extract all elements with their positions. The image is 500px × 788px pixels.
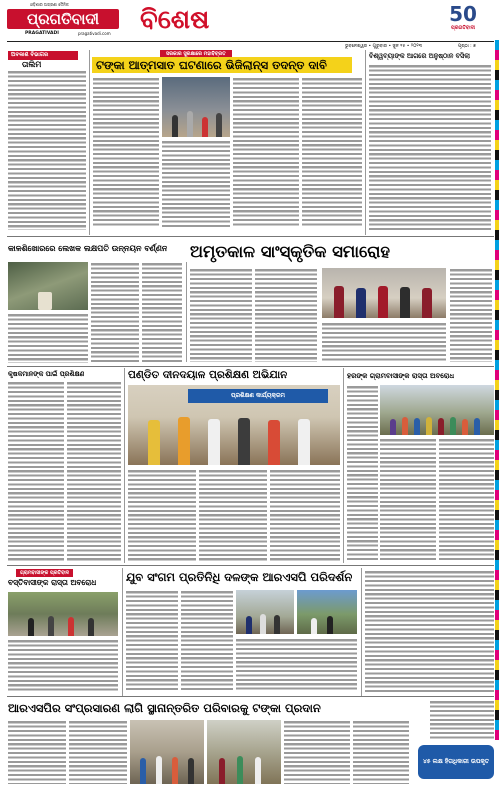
col-rule-6	[122, 568, 123, 696]
bottom-right-body	[430, 700, 494, 740]
kala-body-1	[8, 313, 88, 363]
masthead-logo[interactable]	[7, 9, 119, 29]
amrit-headline: ଅମୃତକାଳ ସାଂସ୍କୃତିକ ସମାରୋହ	[190, 242, 391, 261]
top-center-photo	[162, 77, 230, 137]
kala-body-2	[91, 262, 139, 362]
top-center-body-4	[302, 77, 362, 227]
amrit-body-4	[450, 268, 492, 362]
right-column-body	[365, 570, 494, 692]
top-left-headline: ତାଲିମ	[22, 60, 42, 69]
amrit-body-2	[255, 268, 317, 362]
kala-headline: କାଳଶିଖୋରରେ ଲେଖକ ଲକ୍ଷପତି ଉନ୍ନୟନ ବର୍ଣ୍ଣନ	[8, 244, 168, 253]
rsp-photo-1	[130, 720, 204, 784]
rsp-body-1	[8, 720, 66, 784]
top-left-kicker: ଅବକାଶ ବିଭାଗର	[8, 51, 78, 60]
bahuda-headline: ହରଙ୍କ ଗ୍ରାମବାସୀଙ୍କ ରାସ୍ତା ଅବରୋଧ	[347, 372, 455, 380]
rsp-photo-2	[207, 720, 281, 784]
top-center-body-1	[93, 77, 159, 227]
pandit-body-2	[199, 469, 267, 561]
bahuda-photo	[380, 385, 494, 435]
krushi-body-2	[67, 381, 121, 561]
top-left-body	[8, 70, 86, 230]
col-rule-3	[186, 262, 187, 362]
rule-row-5	[7, 696, 494, 697]
top-right-body	[369, 64, 491, 230]
rsp-headline: ଆରଏସପିର ସଂପ୍ରସାରଣ ଲାଗି ସ୍ଥାନାନ୍ତରିତ ପରିବାରକୁ ଟଙ୍କା ପ୍ରଦାନ	[8, 701, 321, 715]
registration-strip	[495, 40, 499, 740]
top-center-headline: ଟଙ୍କା ଆତ୍ମସାତ ଘଟଣାରେ ଭିଜିଲାନ୍ସ ତଦନ୍ତ ଦାବି	[92, 57, 352, 73]
kala-body-3	[142, 262, 182, 362]
yuva-body-3	[236, 638, 357, 690]
masthead-logo-text: ପ୍ରଗତିବାଦୀ	[26, 10, 100, 28]
amrit-body-1	[190, 268, 252, 362]
yuva-headline: ଯୁବ ସଂଗମ ପ୍ରତିନିଧି ଦଳଙ୍କ ଆରଏସପି ପରିଦର୍ଶନ	[126, 570, 353, 584]
top-center-kicker: ସରକାର ସୁରକ୍ଷାରେ ମହାବିବ୍ରତ	[160, 50, 232, 58]
rsp-body-4	[353, 720, 409, 784]
krushi-headline: କୃଷକମାନଙ୍କ ପାଇଁ ପ୍ରଶିକ୍ଷଣ	[8, 370, 85, 378]
bagha-headline: ବସ୍ତିବାସୀଙ୍କ ରାସ୍ତା ଅବରୋଧ	[8, 578, 97, 587]
col-rule-5	[343, 368, 344, 563]
rule-row-4	[7, 565, 494, 566]
amrit-body-3	[322, 322, 446, 362]
anniversary-text: ପ୍ରଗତିବାଦୀ	[450, 25, 475, 31]
top-center-body-3	[233, 77, 299, 227]
pandit-photo	[128, 385, 340, 465]
top-center-body-2	[162, 140, 230, 228]
dateline: ଭୁବନେଶ୍ୱର • ଗୁରୁବାର • ଜୁନ ୧୫ • ୨୦୨୩	[345, 44, 423, 49]
page-number: ପୃଷ୍ଠା : ୭	[458, 44, 476, 49]
masthead-rule	[7, 41, 494, 42]
yuva-photo-1	[236, 590, 294, 634]
pandit-banner	[188, 389, 328, 403]
rule-row-2	[7, 236, 494, 237]
col-rule-7	[361, 568, 362, 696]
krushi-body-1	[8, 381, 64, 561]
rsp-body-2	[69, 720, 127, 784]
masthead-website[interactable]: pragativadi.com	[78, 31, 111, 36]
bottom-right-box-text: ୪୫ ଲକ୍ଷ ହିତାଧିକାରୀ ଉପକୃତ	[422, 758, 490, 765]
bagha-body	[8, 639, 118, 691]
pandit-headline: ପଣ୍ଡିତ ଦୀନଦୟାଳ ପ୍ରଶିକ୍ଷଣ ଅଭିଯାନ	[128, 369, 288, 381]
bahuda-body-3	[439, 438, 494, 561]
yuva-photo-2	[297, 590, 357, 634]
bottom-right-box	[418, 745, 494, 779]
amrit-photo	[322, 268, 446, 318]
pandit-body-1	[128, 469, 196, 561]
col-rule-4	[124, 368, 125, 563]
masthead-logo-roman: PRAGATIVADI	[25, 31, 59, 36]
section-title: ବିଶେଷ	[140, 5, 210, 35]
masthead-tagline: ଓଡ଼ିଶାର ଅଗ୍ରଣୀ ଦୈନିକ	[30, 2, 69, 7]
bahuda-body-1	[347, 385, 378, 561]
col-rule-1	[89, 50, 90, 235]
pandit-banner-text: ପ୍ରଶିକ୍ଷଣ କାର୍ଯ୍ୟକ୍ରମ	[230, 392, 286, 399]
pandit-body-3	[270, 469, 340, 561]
rsp-body-3	[284, 720, 350, 784]
anniversary-logo	[432, 3, 494, 39]
bagha-kicker: ଗ୍ରାମବାସୀଙ୍କ ପ୍ରତିବାଦ	[16, 569, 73, 577]
yuva-body-1	[126, 590, 178, 690]
bahuda-body-2	[380, 438, 436, 561]
kala-photo	[8, 262, 88, 310]
col-rule-2	[365, 50, 366, 235]
bagha-photo	[8, 592, 118, 636]
top-right-headline: ବିଶ୍ୱବ୍ୟାଙ୍କ ଆଗରେ ଅନୁଷ୍ଠାନ ବସିଲା	[369, 52, 471, 60]
anniversary-number: 50	[449, 2, 477, 26]
yuva-body-2	[181, 590, 233, 690]
